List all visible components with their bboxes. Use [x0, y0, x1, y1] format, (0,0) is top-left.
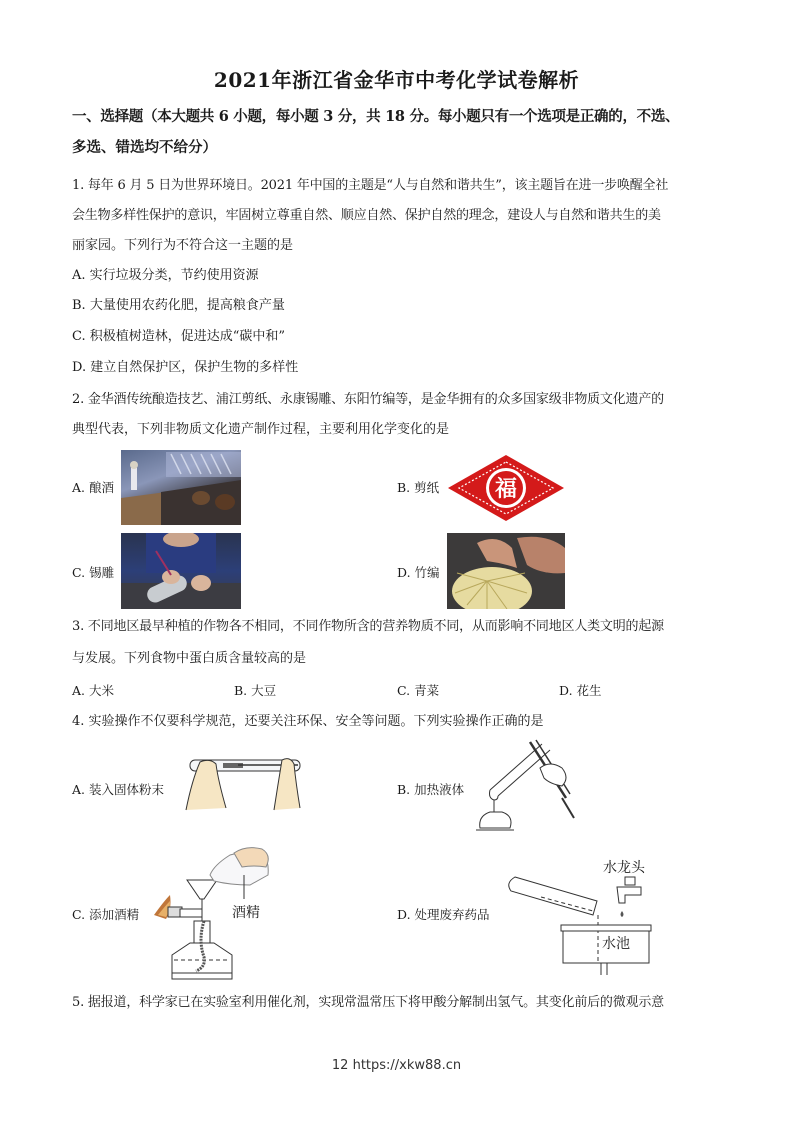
q4-option-a-label: A. 装入固体粉末 — [72, 782, 164, 797]
q4-option-d-label: D. 处理废弃药品 — [397, 907, 490, 922]
q3-option-b: B. 大豆 — [234, 683, 277, 698]
q1-option-d: D. 建立自然保护区，保护生物的多样性 — [72, 360, 299, 375]
tin-carving-illustration — [121, 533, 241, 609]
bamboo-weaving-illustration — [447, 533, 565, 609]
alcohol-label: 酒精 — [232, 905, 260, 921]
tin-carving-photo — [121, 533, 241, 609]
q1-option-a: A. 实行垃圾分类，节约使用资源 — [72, 268, 259, 283]
page-footer: 12 https://xkw88.cn — [331, 1058, 462, 1073]
q3-stem-line-1: 3. 不同地区最早种植的作物各不相同，不同作物所含的营养物质不同，从而影响不同地区人类文明的起源 — [72, 619, 664, 634]
faucet-label: 水龙头 — [603, 860, 645, 876]
bamboo-weaving-photo — [447, 533, 565, 609]
q1-option-b: B. 大量使用农药化肥，提高粮食产量 — [72, 298, 285, 313]
q4-option-b-label: B. 加热液体 — [397, 782, 465, 797]
q3-stem-line-2: 与发展。下列食物中蛋白质含量较高的是 — [72, 651, 307, 666]
q2-option-d-label: D. 竹编 — [397, 565, 440, 580]
q2-option-a-label: A. 酿酒 — [72, 480, 114, 495]
page-title: 2021年浙江省金华市中考化学试卷解析 — [213, 68, 580, 92]
q2-option-c-label: C. 锡雕 — [72, 565, 115, 580]
section-heading-line-1: 一、选择题（本大题共 6 小题，每小题 3 分，共 18 分。每小题只有一个选项是正确的，不选、 — [72, 108, 680, 125]
sink-label: 水池 — [602, 936, 630, 952]
q1-stem-line-2: 会生物多样性保护的意识，牢固树立尊重自然、顺应自然、保护自然的理念，建设人与自然和谐共生的美 — [72, 208, 661, 223]
q3-option-d: D. 花生 — [559, 683, 602, 698]
paper-cutting-photo — [447, 454, 565, 522]
heat-liquid-diagram — [470, 738, 580, 838]
q1-stem-line-1: 1. 每年 6 月 5 日为世界环境日。2021 年中国的主题是“人与自然和谐共生”，该主题旨在进一步唤醒全社 — [72, 178, 669, 193]
q1-stem-line-3: 丽家园。下列行为不符合这一主题的是 — [72, 238, 294, 253]
q2-option-b-label: B. 剪纸 — [397, 480, 440, 495]
wine-brewing-photo — [121, 450, 241, 525]
q3-option-c: C. 青菜 — [397, 683, 440, 698]
q2-stem-line-1: 2. 金华酒传统酿造技艺、浦江剪纸、永康锡雕、东阳竹编等，是金华拥有的众多国家级非物质文化遗产的 — [72, 392, 664, 407]
section-heading-line-2: 多选、错选均不给分） — [72, 139, 217, 156]
q2-stem-line-2: 典型代表，下列非物质文化遗产制作过程，主要利用化学变化的是 — [72, 422, 450, 437]
section-heading — [72, 101, 732, 163]
add-powder-diagram — [178, 750, 308, 815]
svg-text:福: 福 — [494, 476, 518, 502]
wine-brewing-illustration — [121, 450, 241, 525]
dispose-chemicals-diagram — [505, 855, 680, 975]
q4-option-c-label: C. 添加酒精 — [72, 907, 140, 922]
paper-cutting-illustration — [447, 454, 565, 522]
q1-option-c: C. 积极植树造林，促进达成“碳中和” — [72, 329, 286, 344]
add-alcohol-diagram — [150, 845, 280, 985]
q3-option-a: A. 大米 — [72, 683, 114, 698]
q5-stem-line-1: 5. 据报道，科学家已在实验室利用催化剂，实现常温常压下将甲酸分解制出氢气。其变化前后的微观示意 — [72, 995, 664, 1010]
q4-stem-line-1: 4. 实验操作不仅要科学规范，还要关注环保、安全等问题。下列实验操作正确的是 — [72, 714, 544, 729]
